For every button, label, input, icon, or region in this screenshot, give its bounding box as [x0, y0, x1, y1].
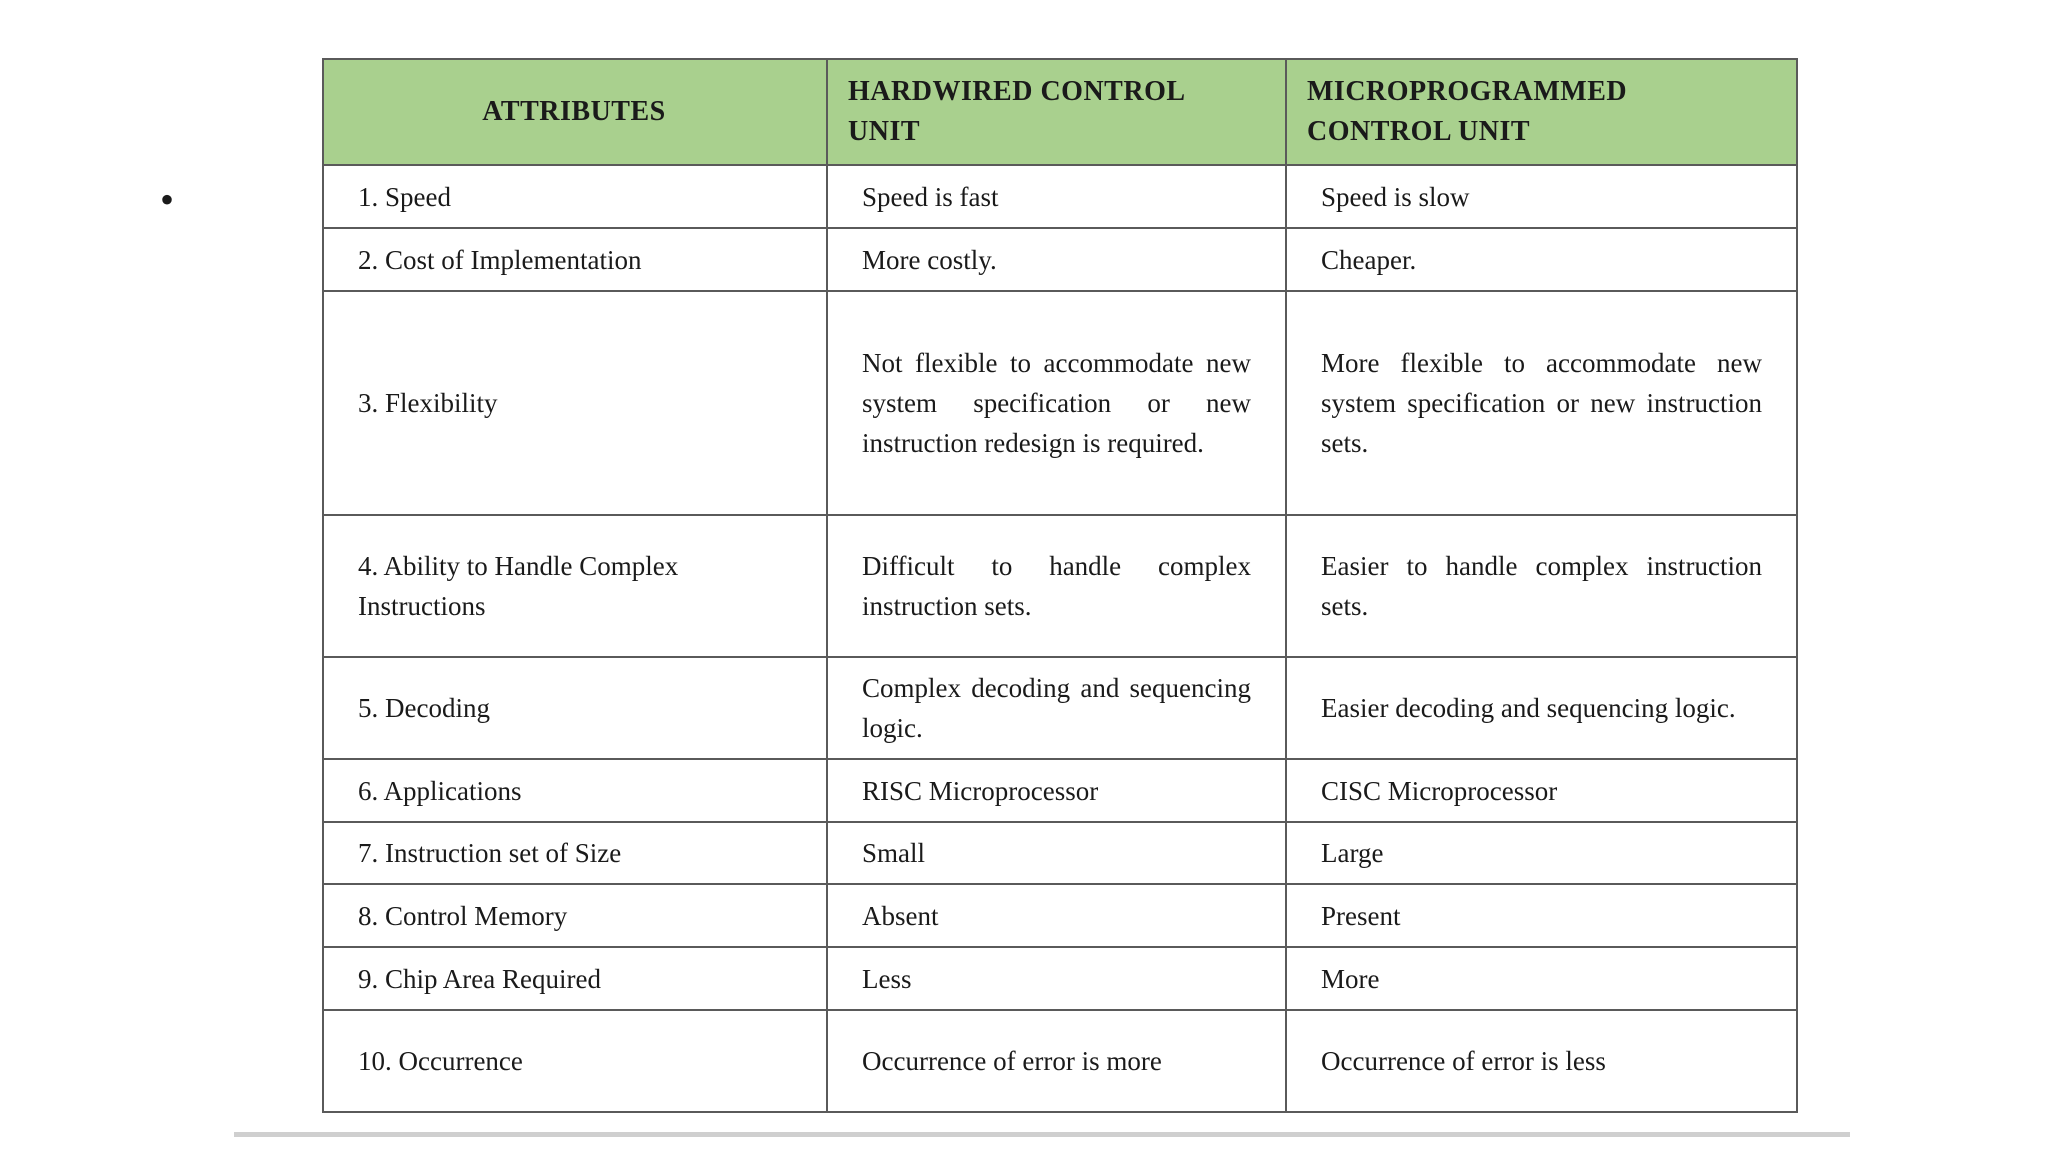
hardwired-cell: More costly.: [827, 228, 1286, 291]
header-microprogrammed: MICROPROGRAMMED CONTROL UNIT: [1286, 59, 1797, 165]
attribute-cell: 5. Decoding: [323, 657, 827, 759]
table-row: [323, 947, 1797, 1010]
attribute-cell: 1. Speed: [323, 165, 827, 228]
header-row: [323, 59, 1797, 165]
table-row: [323, 1010, 1797, 1112]
hardwired-cell: Difficult to handle complex instruction sets.: [827, 515, 1286, 657]
microprogrammed-cell: More flexible to accommodate new system specification or new instruction sets.: [1286, 291, 1797, 515]
hardwired-cell: RISC Microprocessor: [827, 759, 1286, 822]
microprogrammed-cell: Easier decoding and sequencing logic.: [1286, 657, 1797, 759]
header-attributes: ATTRIBUTES: [323, 59, 827, 165]
table-row: [323, 228, 1797, 291]
microprogrammed-cell: Speed is slow: [1286, 165, 1797, 228]
hardwired-cell: Absent: [827, 884, 1286, 947]
microprogrammed-cell: Present: [1286, 884, 1797, 947]
attribute-cell: 2. Cost of Implementation: [323, 228, 827, 291]
attribute-cell: 8. Control Memory: [323, 884, 827, 947]
attribute-cell: 10. Occurrence: [323, 1010, 827, 1112]
table-row: [323, 759, 1797, 822]
microprogrammed-cell: Large: [1286, 822, 1797, 884]
attribute-cell: 7. Instruction set of Size: [323, 822, 827, 884]
bottom-divider: [234, 1132, 1850, 1137]
attribute-cell: 9. Chip Area Required: [323, 947, 827, 1010]
microprogrammed-cell: Easier to handle complex instruction sets.: [1286, 515, 1797, 657]
hardwired-cell: Complex decoding and sequencing logic.: [827, 657, 1286, 759]
hardwired-cell: Small: [827, 822, 1286, 884]
hardwired-cell: Less: [827, 947, 1286, 1010]
microprogrammed-cell: Cheaper.: [1286, 228, 1797, 291]
table-row: [323, 657, 1797, 759]
attribute-cell: 3. Flexibility: [323, 291, 827, 515]
table-row: [323, 822, 1797, 884]
table-row: [323, 515, 1797, 657]
hardwired-cell: Not flexible to accommodate new system specification or new instruction redesign is required.: [827, 291, 1286, 515]
comparison-table: [322, 58, 1798, 1113]
microprogrammed-cell: CISC Microprocessor: [1286, 759, 1797, 822]
table-row: [323, 884, 1797, 947]
header-hardwired: HARDWIRED CONTROL UNIT: [827, 59, 1286, 165]
bullet-point: •: [160, 177, 175, 222]
hardwired-cell: Speed is fast: [827, 165, 1286, 228]
microprogrammed-cell: Occurrence of error is less: [1286, 1010, 1797, 1112]
table-row: [323, 165, 1797, 228]
attribute-cell: 6. Applications: [323, 759, 827, 822]
comparison-table-container: [322, 58, 1796, 1113]
hardwired-cell: Occurrence of error is more: [827, 1010, 1286, 1112]
attribute-cell: 4. Ability to Handle Complex Instructions: [323, 515, 827, 657]
microprogrammed-cell: More: [1286, 947, 1797, 1010]
table-row: [323, 291, 1797, 515]
